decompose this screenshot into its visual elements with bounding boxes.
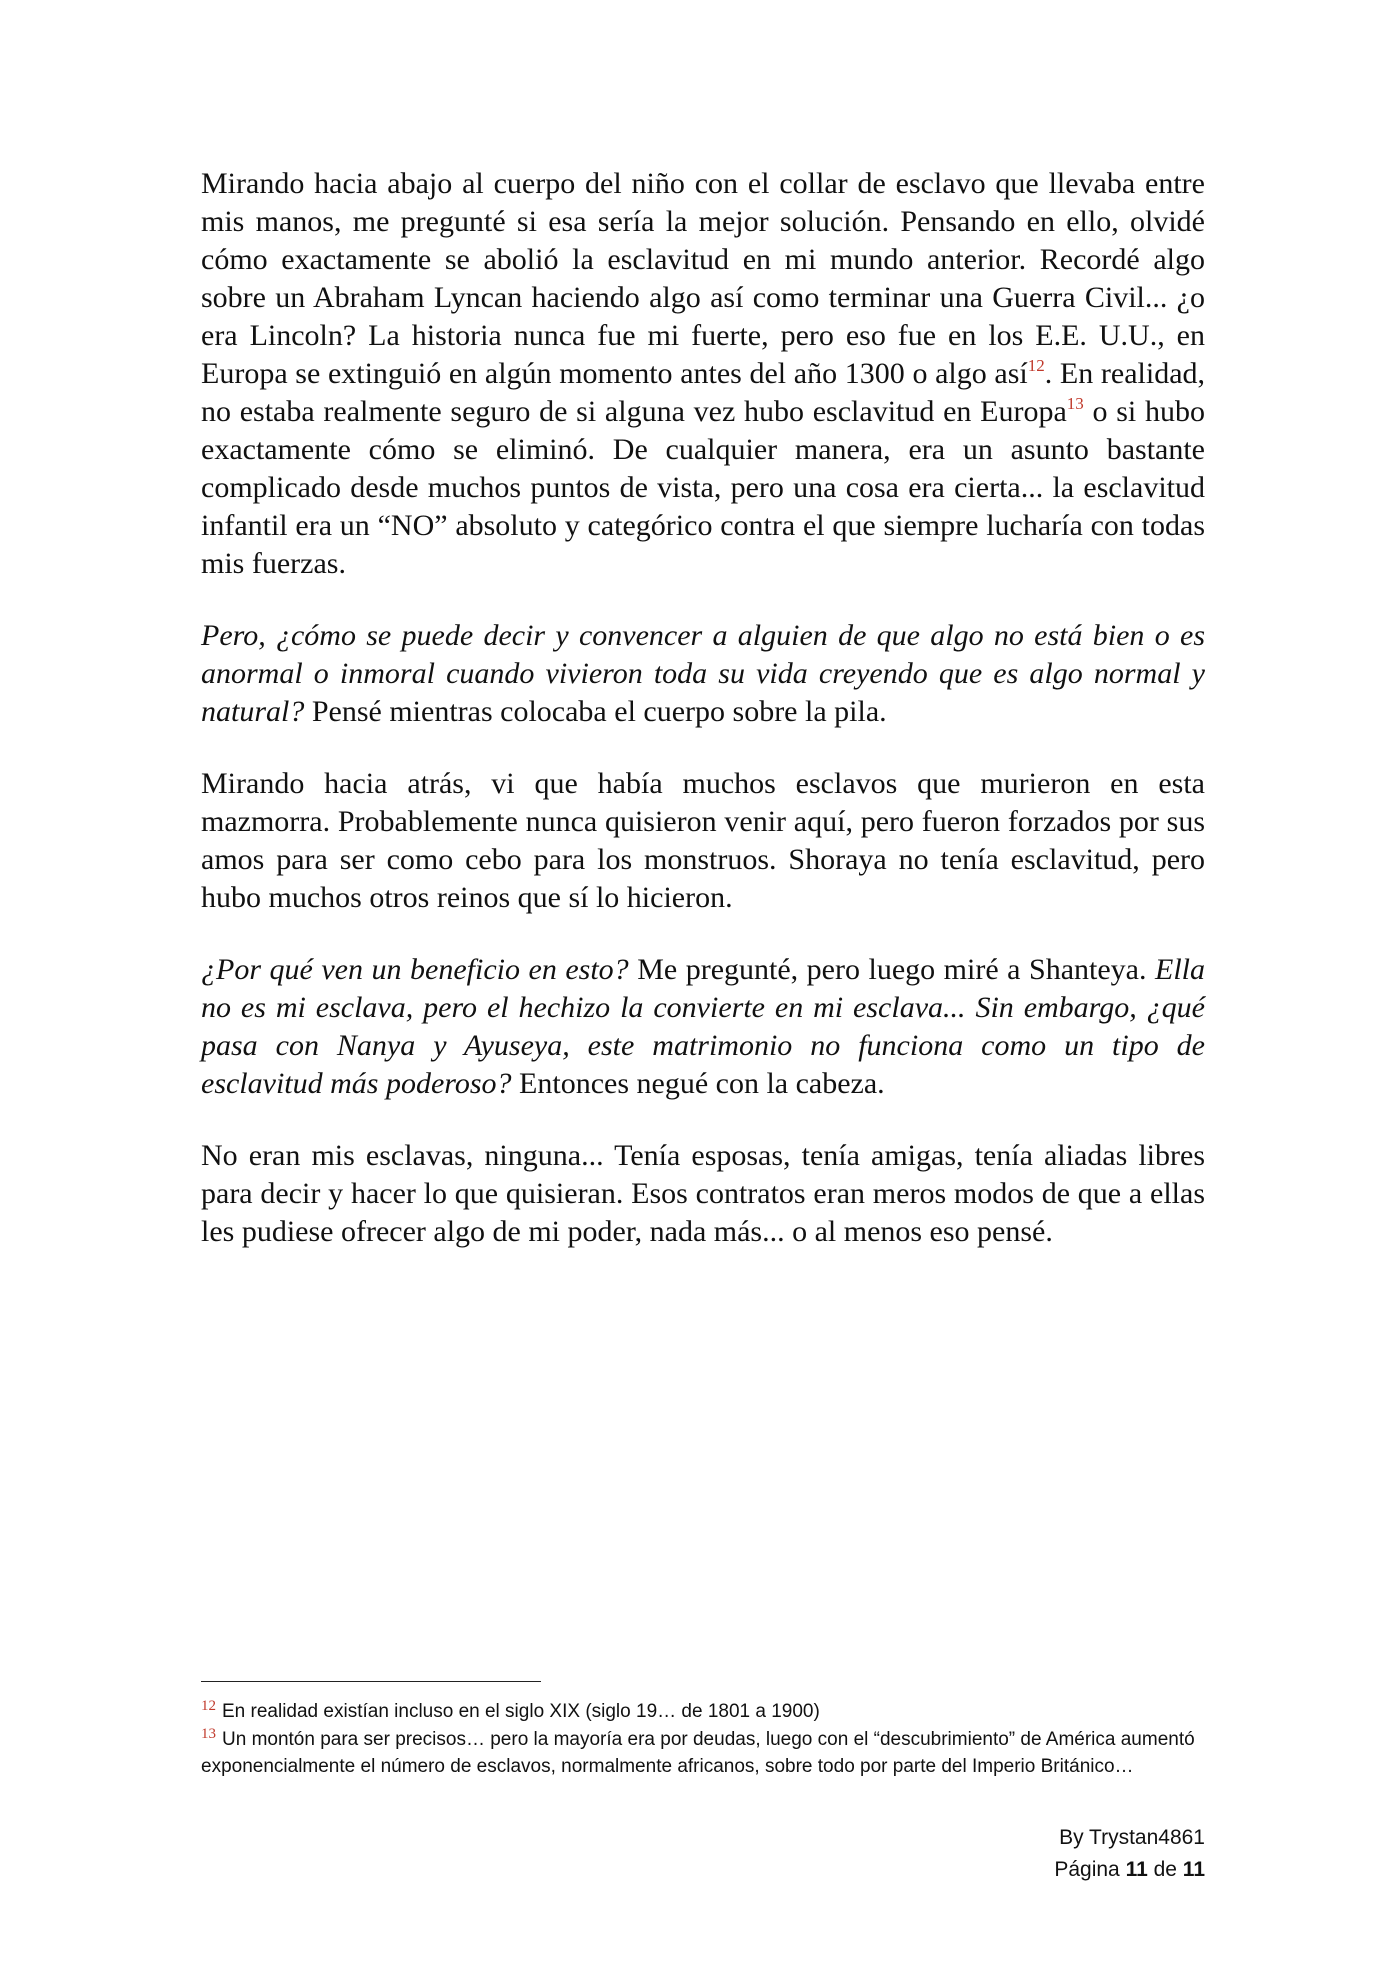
paragraph-4-italic-1: ¿Por qué ven un beneficio en esto? [201,953,629,986]
page-footer [805,1822,1205,1886]
footnote-number: 13 [201,1725,216,1742]
author-credit: By Trystan4861 [1059,1826,1205,1849]
footnote-reference-12[interactable]: 12 [1027,356,1045,375]
footnote-reference-13[interactable]: 13 [1066,394,1084,413]
page-number [805,1854,1205,1886]
paragraph-2-rest: Pensé mientras colocaba el cuerpo sobre la pila. [304,695,887,728]
paragraph-4 [201,951,1205,1103]
paragraph-5: No eran mis esclavas, ninguna... Tenía esposas, tenía amigas, tenía aliadas libres para decir y hacer lo que quisieran. Esos contratos eran meros modos de que a ellas les pudiese ofrecer algo de mi poder, nada más... o al menos eso pensé. [201,1139,1205,1248]
paragraph-2-italic: Pero, ¿cómo se puede decir y convencer a alguien de que algo no está bien o es anormal o inmoral cuando vivieron toda su vida creyendo que es algo normal y natural? [201,619,1205,728]
paragraph-3: Mirando hacia atrás, vi que había muchos esclavos que murieron en esta mazmorra. Probablemente nunca quisieron venir aquí, pero fueron forzados por sus amos para ser como cebo para los monstruos. Shoraya no tenía esclavitud, pero hubo muchos otros reinos que sí lo hicieron. [201,767,1205,914]
paragraph-4-italic-2: Ella no es mi esclava, pero el hechizo la convierte en mi esclava... Sin embargo, ¿qué pasa con Nanya y Ayuseya, este matrimonio no funciona como un tipo de esclavitud más poderoso? [201,953,1205,1100]
footnotes [201,1698,1205,1781]
footnote-13 [201,1726,1205,1780]
paragraph-4-middle: Me pregunté, pero luego miré a Shanteya. [628,953,1155,986]
page-total: 11 [1182,1858,1205,1881]
body-text [201,165,1205,1285]
footnote-number: 12 [201,1697,216,1714]
footnote-12 [201,1698,1205,1725]
paragraph-1-part-a: Mirando hacia abajo al cuerpo del niño con el collar de esclavo que llevaba entre mis manos, me pregunté si esa sería la mejor solución. Pensando en ello, olvidé cómo exactamente se abolió la esclavitud en mi mundo anterior. Recordé algo sobre un Abraham Lyncan haciendo algo así como terminar una Guerra Civil... ¿o era Lincoln? La historia nunca fue mi fuerte, pero eso fue en los E.E. U.U., en Europa se extinguió en algún momento antes del año 1300 o algo así [201,167,1205,390]
page-current: 11 [1125,1858,1148,1881]
paragraph-1-part-c: o si hubo exactamente cómo se eliminó. De cualquier manera, era un asunto bastante complicado desde muchos puntos de vista, pero una cosa era cierta... la esclavitud infantil era un “NO” absoluto y categórico contra el que siempre lucharía con todas mis fuerzas. [201,395,1205,580]
footnote-divider [201,1681,541,1682]
page-separator: de [1147,1858,1183,1881]
paragraph-2 [201,617,1205,731]
paragraph-4-rest: Entonces negué con la cabeza. [511,1067,885,1100]
footnote-text: Un montón para ser precisos… pero la mayoría era por deudas, luego con el “descubrimiento” de América aumentó exponencialmente el número de esclavos, normalmente africanos, sobre todo por parte del Imperio Británico… [201,1729,1195,1777]
paragraph-1 [201,165,1205,583]
footnote-text: En realidad existían incluso en el siglo XIX (siglo 19… de 1801 a 1900) [222,1701,820,1722]
page-prefix: Página [1054,1858,1126,1881]
paragraph-1-part-b: . En realidad, no estaba realmente seguro de si alguna vez hubo esclavitud en Europa [201,357,1206,428]
